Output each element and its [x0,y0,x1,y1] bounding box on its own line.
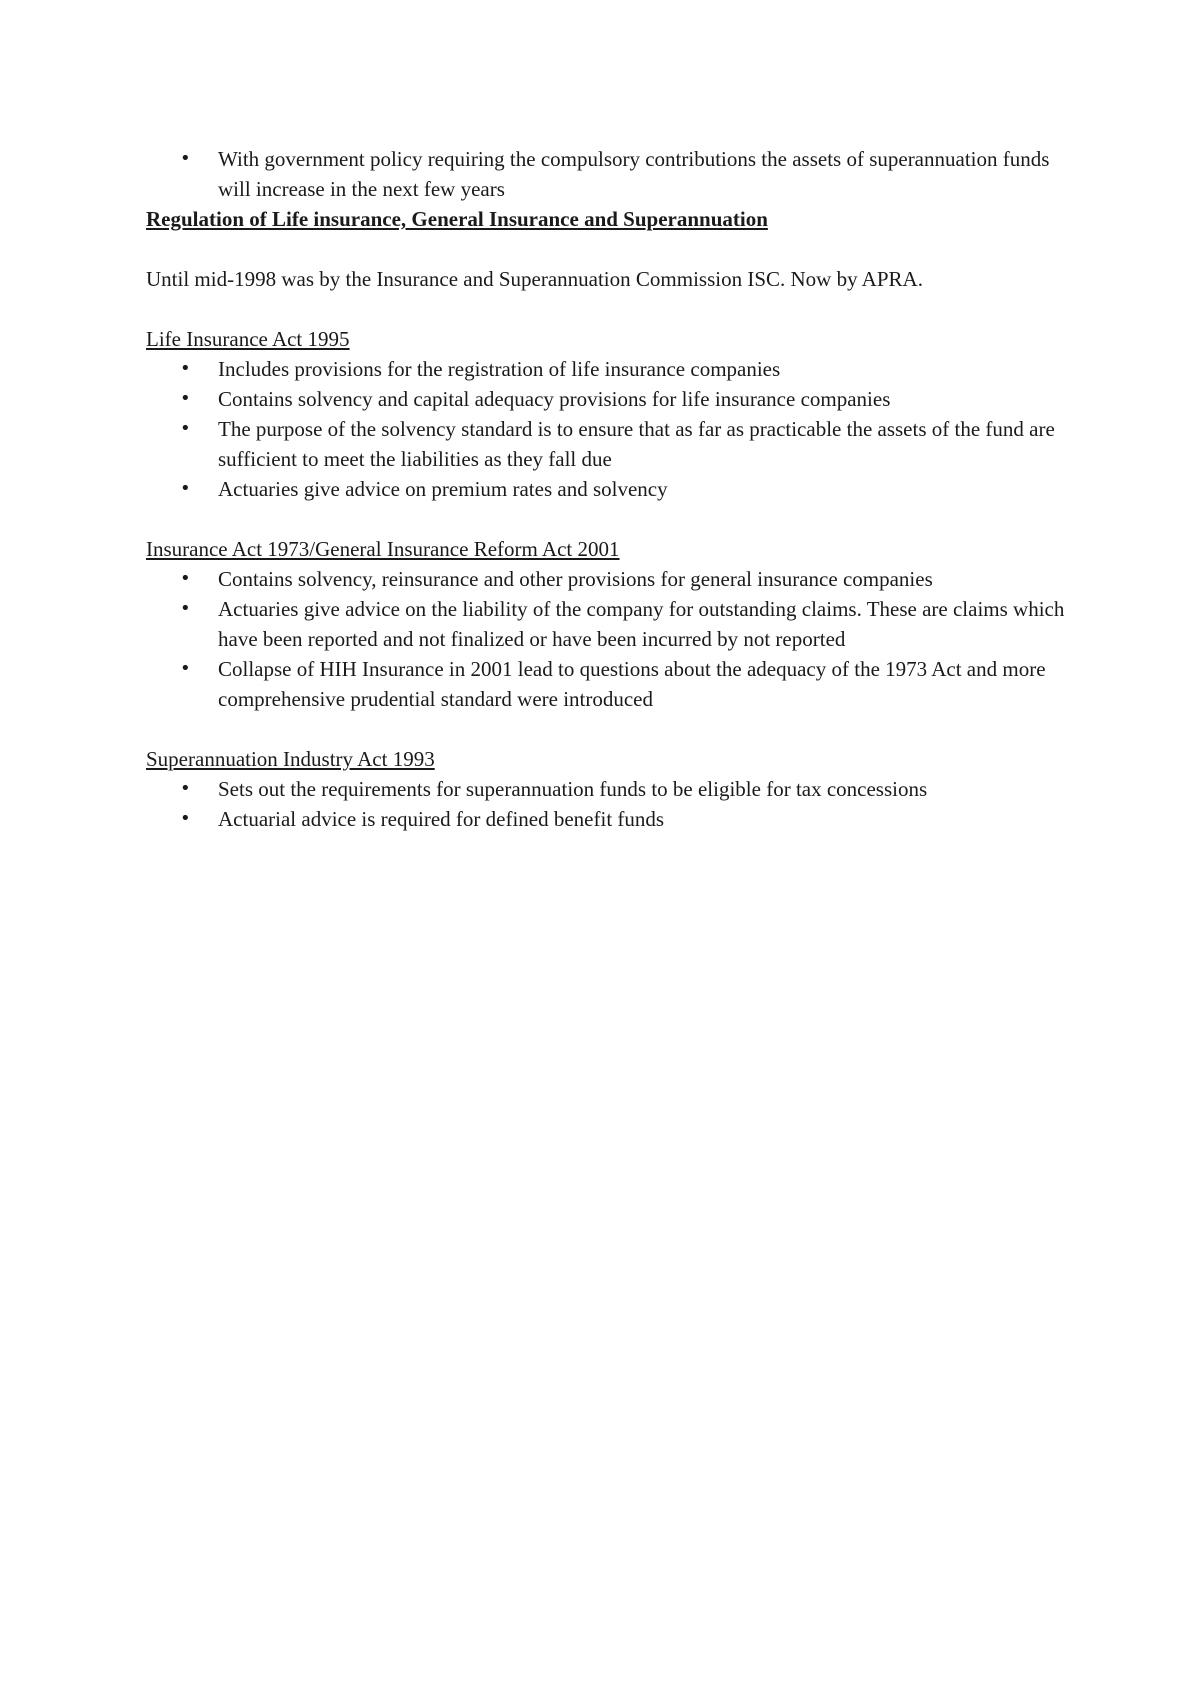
insurance-act-bullet-list [146,564,1076,714]
list-item: • Actuarial advice is required for defined benefit funds [146,804,1076,834]
list-item: • Contains solvency, reinsurance and other provisions for general insurance companies [146,564,1076,594]
list-item: • Contains solvency and capital adequacy provisions for life insurance companies [146,384,1076,414]
list-item: • Sets out the requirements for superannuation funds to be eligible for tax concessions [146,774,1076,804]
section-heading: Regulation of Life insurance, General Insurance and Superannuation [146,207,768,231]
list-item: • Actuaries give advice on premium rates and solvency [146,474,1076,504]
intro-bullet-item: • With government policy requiring the compulsory contributions the assets of superannuation funds will increase in the next few years [146,144,1076,204]
section-title-superannuation-act: Superannuation Industry Act 1993 [146,747,435,771]
section-title-insurance-act: Insurance Act 1973/General Insurance Reform Act 2001 [146,537,620,561]
list-item: • Collapse of HIH Insurance in 2001 lead to questions about the adequacy of the 1973 Act and more comprehensive prudential standard were introduced [146,654,1076,714]
list-item: • Includes provisions for the registration of life insurance companies [146,354,1076,384]
list-item: • Actuaries give advice on the liability of the company for outstanding claims. These are claims which have been reported and not finalized or have been incurred by not reported [146,594,1076,654]
life-insurance-bullet-list [146,354,1076,504]
intro-bullet-list [146,144,1076,204]
page-content [146,144,1076,834]
section-title-life-insurance-act: Life Insurance Act 1995 [146,327,350,351]
list-item: • The purpose of the solvency standard is to ensure that as far as practicable the assets of the fund are sufficient to meet the liabilities as they fall due [146,414,1076,474]
intro-paragraph: Until mid-1998 was by the Insurance and Superannuation Commission ISC. Now by APRA. [146,267,923,291]
superannuation-bullet-list [146,774,1076,834]
